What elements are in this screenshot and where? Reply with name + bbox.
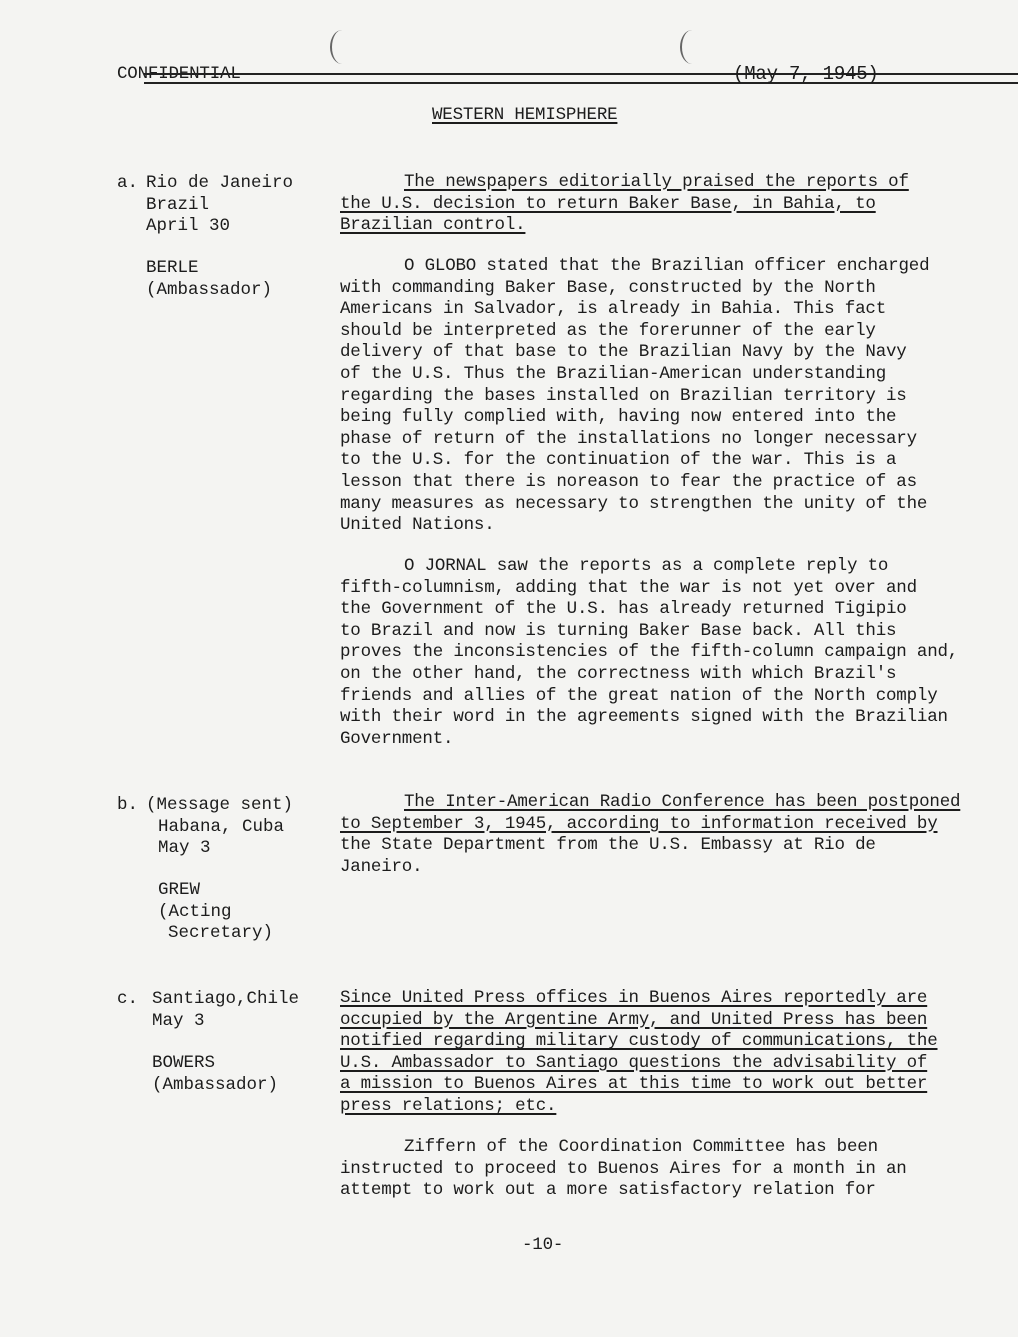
- body-line: should be interpreted as the forerunner of the early: [340, 320, 876, 341]
- body-line: Brazilian control.: [340, 215, 526, 236]
- entry-c-summary: [340, 988, 938, 1118]
- body-line: many measures as necessary to strengthen the unity of the: [340, 493, 928, 514]
- classification-stamp: CONFIDENTIAL: [117, 64, 1018, 86]
- sender-line: (Acting: [158, 901, 232, 922]
- entry-a-source: [146, 173, 293, 238]
- sender-line: BOWERS: [152, 1053, 216, 1073]
- body-line: regarding the bases installed on Brazilian territory is: [340, 385, 907, 406]
- body-line: of the U.S. Thus the Brazilian-American understanding: [340, 363, 886, 384]
- body-line: being fully complied with, having now entered into the: [340, 407, 897, 428]
- entry-a-o-globo-paragraph: [340, 256, 929, 537]
- body-line: the U.S. decision to return Baker Base, in Bahia, to: [340, 193, 876, 214]
- entry-a-sender: [146, 258, 272, 301]
- source-line: Brazil: [146, 194, 210, 215]
- document-date: (May 7, 1945): [733, 63, 879, 85]
- body-line: United Nations.: [340, 515, 495, 536]
- body-line: The newspapers editorially praised the reports of: [404, 172, 909, 192]
- body-line: Since United Press offices in Buenos Aires reportedly are: [340, 988, 928, 1008]
- body-line: with their word in the agreements signed with the Brazilian: [340, 707, 948, 728]
- body-line: to September 3, 1945, according to information received by: [340, 813, 938, 834]
- sender-line: GREW: [158, 880, 201, 900]
- entry-c-source: [152, 989, 299, 1032]
- body-line: proves the inconsistencies of the fifth-column campaign and,: [340, 642, 959, 663]
- body-line: press relations; etc.: [340, 1095, 557, 1116]
- body-line: with commanding Baker Base, constructed by the North: [340, 277, 876, 298]
- sender-line: (Ambassador): [152, 1074, 279, 1095]
- entry-b-marker: b.: [117, 795, 139, 815]
- sender-line: BERLE: [146, 258, 199, 278]
- entry-b-sender: [158, 880, 273, 945]
- source-line: (Message sent): [146, 795, 294, 815]
- sender-line: (Ambassador): [146, 279, 273, 300]
- page-number: -10-: [522, 1235, 564, 1255]
- source-line: May 3: [158, 838, 211, 859]
- entry-c-ziffern-paragraph: [340, 1137, 907, 1202]
- section-title: WESTERN HEMISPHERE: [432, 105, 618, 125]
- body-line: O JORNAL saw the reports as a complete reply to: [404, 556, 889, 576]
- body-line: phase of return of the installations no longer necessary: [340, 428, 917, 449]
- body-line: fifth-columnism, adding that the war is not yet over and: [340, 577, 917, 598]
- entry-a-marker: a.: [117, 173, 139, 193]
- body-line: lesson that there is noreason to fear the practice of as: [340, 471, 917, 492]
- body-line: to Brazil and now is turning Baker Base back. All this: [340, 620, 897, 641]
- body-line: Americans in Salvador, is already in Bahia. This fact: [340, 299, 886, 320]
- classification-strikethrough: [144, 73, 1018, 84]
- punch-hole-left: [330, 30, 354, 64]
- source-line: May 3: [152, 1010, 205, 1031]
- body-line: O GLOBO stated that the Brazilian officer encharged: [404, 256, 930, 276]
- entry-a-o-jornal-paragraph: [340, 556, 958, 750]
- body-line: to the U.S. for the continuation of the war. This is a: [340, 450, 897, 471]
- body-line: Ziffern of the Coordination Committee has been: [404, 1137, 878, 1157]
- source-line: Rio de Janeiro: [146, 173, 294, 193]
- body-line: Government.: [340, 728, 454, 749]
- body-line: the Government of the U.S. has already returned Tigipio: [340, 599, 907, 620]
- body-line: Janeiro.: [340, 856, 423, 877]
- entry-c-marker: c.: [117, 989, 139, 1009]
- body-line: The Inter-American Radio Conference has been postponed: [404, 792, 961, 812]
- body-line: attempt to work out a more satisfactory relation for: [340, 1180, 876, 1201]
- body-line: occupied by the Argentine Army, and United Press has been: [340, 1009, 928, 1030]
- entry-a-summary: [340, 172, 909, 237]
- body-line: instructed to proceed to Buenos Aires for a month in an: [340, 1158, 907, 1179]
- body-line: the State Department from the U.S. Embassy at Rio de: [340, 835, 876, 856]
- body-line: notified regarding military custody of communications, the: [340, 1031, 938, 1052]
- entry-b-source: [146, 795, 293, 860]
- entry-c-sender: [152, 1053, 278, 1096]
- entry-b-summary: [340, 792, 960, 878]
- body-line: a mission to Buenos Aires at this time to work out better: [340, 1074, 928, 1095]
- source-line: Habana, Cuba: [158, 816, 285, 837]
- body-line: on the other hand, the correctness with which Brazil's: [340, 663, 897, 684]
- sender-line: Secretary): [168, 923, 274, 944]
- body-line: delivery of that base to the Brazilian Navy by the Navy: [340, 342, 907, 363]
- punch-hole-right: [680, 30, 704, 64]
- body-line: U.S. Ambassador to Santiago questions the advisability of: [340, 1052, 928, 1073]
- body-line: friends and allies of the great nation of the North comply: [340, 685, 938, 706]
- source-line: Santiago,Chile: [152, 989, 300, 1009]
- source-line: April 30: [146, 216, 231, 237]
